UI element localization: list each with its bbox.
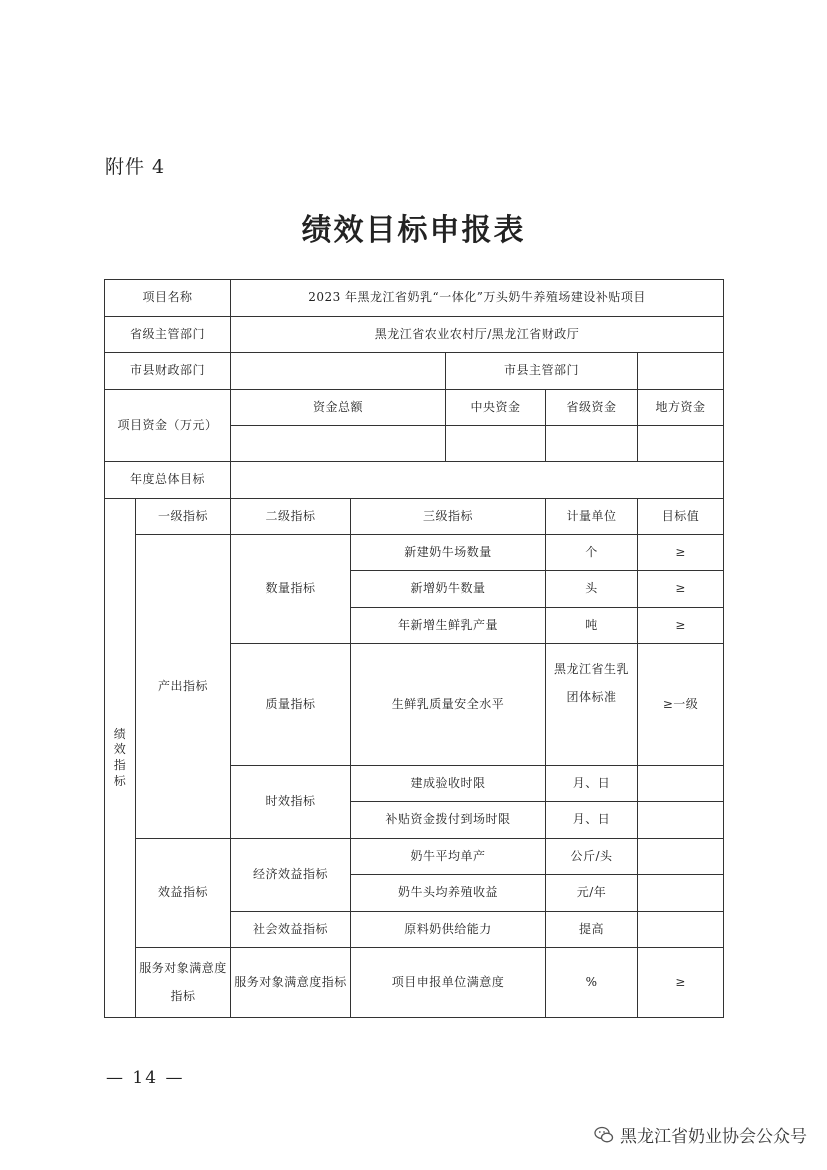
annual-goal-value [231, 462, 724, 499]
indicator-row-1: 新建奶牛场数量 [351, 535, 546, 571]
unit-row-2: 头 [546, 571, 638, 608]
indicator-row-10: 项目申报单位满意度 [351, 948, 546, 1018]
header-target: 目标值 [638, 499, 724, 535]
provincial-dept-value: 黑龙江省农业农村厅/黑龙江省财政厅 [231, 317, 724, 353]
indicator-row-6: 补贴资金拨付到场时限 [351, 802, 546, 839]
unit-row-9: 提高 [546, 912, 638, 948]
output-indicators-label: 产出指标 [136, 535, 231, 839]
unit-row-8: 元/年 [546, 875, 638, 912]
satisfaction-indicators-label: 服务对象满意度 指标 [136, 948, 231, 1018]
funds-local-header: 地方资金 [638, 390, 724, 426]
target-row-1: ≥ [638, 535, 724, 571]
target-row-9 [638, 912, 724, 948]
city-dept-label: 市县主管部门 [446, 353, 638, 390]
unit-row-1: 个 [546, 535, 638, 571]
header-level1: 一级指标 [136, 499, 231, 535]
unit-row-7: 公斤/头 [546, 839, 638, 875]
unit-row-10: % [546, 948, 638, 1018]
watermark-text: 黑龙江省奶业协会公众号 [620, 1127, 807, 1147]
indicator-row-9: 原料奶供给能力 [351, 912, 546, 948]
wechat-icon [594, 1125, 614, 1145]
performance-indicators-label: 绩 效 指 标 [105, 499, 136, 1018]
target-row-10: ≥ [638, 948, 724, 1018]
target-row-8 [638, 875, 724, 912]
funds-provincial-header: 省级资金 [546, 390, 638, 426]
performance-goal-table [104, 279, 724, 1018]
indicator-row-2: 新增奶牛数量 [351, 571, 546, 608]
funds-central-header: 中央资金 [446, 390, 546, 426]
city-dept-value [638, 353, 724, 390]
city-finance-label: 市县财政部门 [105, 353, 231, 390]
unit-row-6: 月、日 [546, 802, 638, 839]
page-number: — 14 — [106, 1068, 185, 1088]
indicator-row-4: 生鲜乳质量安全水平 [351, 644, 546, 766]
page-title: 绩效目标申报表 [301, 213, 526, 248]
funds-total-value [231, 426, 446, 462]
indicator-row-5: 建成验收时限 [351, 766, 546, 802]
social-benefit-label: 社会效益指标 [231, 912, 351, 948]
satisfaction-level2-label: 服务对象满意度指标 [231, 948, 351, 1018]
unit-row-4: 黑龙江省生乳 团体标准 [546, 644, 638, 766]
target-row-6 [638, 802, 724, 839]
funds-provincial-value [546, 426, 638, 462]
header-level3: 三级指标 [351, 499, 546, 535]
project-name-label: 项目名称 [105, 280, 231, 317]
header-unit: 计量单位 [546, 499, 638, 535]
indicator-row-7: 奶牛平均单产 [351, 839, 546, 875]
target-row-5 [638, 766, 724, 802]
header-level2: 二级指标 [231, 499, 351, 535]
watermark [594, 1122, 807, 1147]
funds-local-value [638, 426, 724, 462]
target-row-7 [638, 839, 724, 875]
quantity-indicators-label: 数量指标 [231, 535, 351, 644]
funds-central-value [446, 426, 546, 462]
benefit-indicators-label: 效益指标 [136, 839, 231, 948]
unit-row-5: 月、日 [546, 766, 638, 802]
indicator-row-3: 年新增生鲜乳产量 [351, 608, 546, 644]
funds-label: 项目资金（万元） [105, 390, 231, 462]
funds-total-header: 资金总额 [231, 390, 446, 426]
city-finance-value [231, 353, 446, 390]
target-row-2: ≥ [638, 571, 724, 608]
annual-goal-label: 年度总体目标 [105, 462, 231, 499]
target-row-3: ≥ [638, 608, 724, 644]
project-name-value: 2023 年黑龙江省奶乳“一体化”万头奶牛养殖场建设补贴项目 [231, 280, 724, 317]
quality-indicators-label: 质量指标 [231, 644, 351, 766]
attachment-label: 附件 4 [105, 156, 166, 178]
target-row-4: ≥一级 [638, 644, 724, 766]
indicator-row-8: 奶牛头均养殖收益 [351, 875, 546, 912]
unit-row-3: 吨 [546, 608, 638, 644]
economic-benefit-label: 经济效益指标 [231, 839, 351, 912]
provincial-dept-label: 省级主管部门 [105, 317, 231, 353]
timeliness-indicators-label: 时效指标 [231, 766, 351, 839]
